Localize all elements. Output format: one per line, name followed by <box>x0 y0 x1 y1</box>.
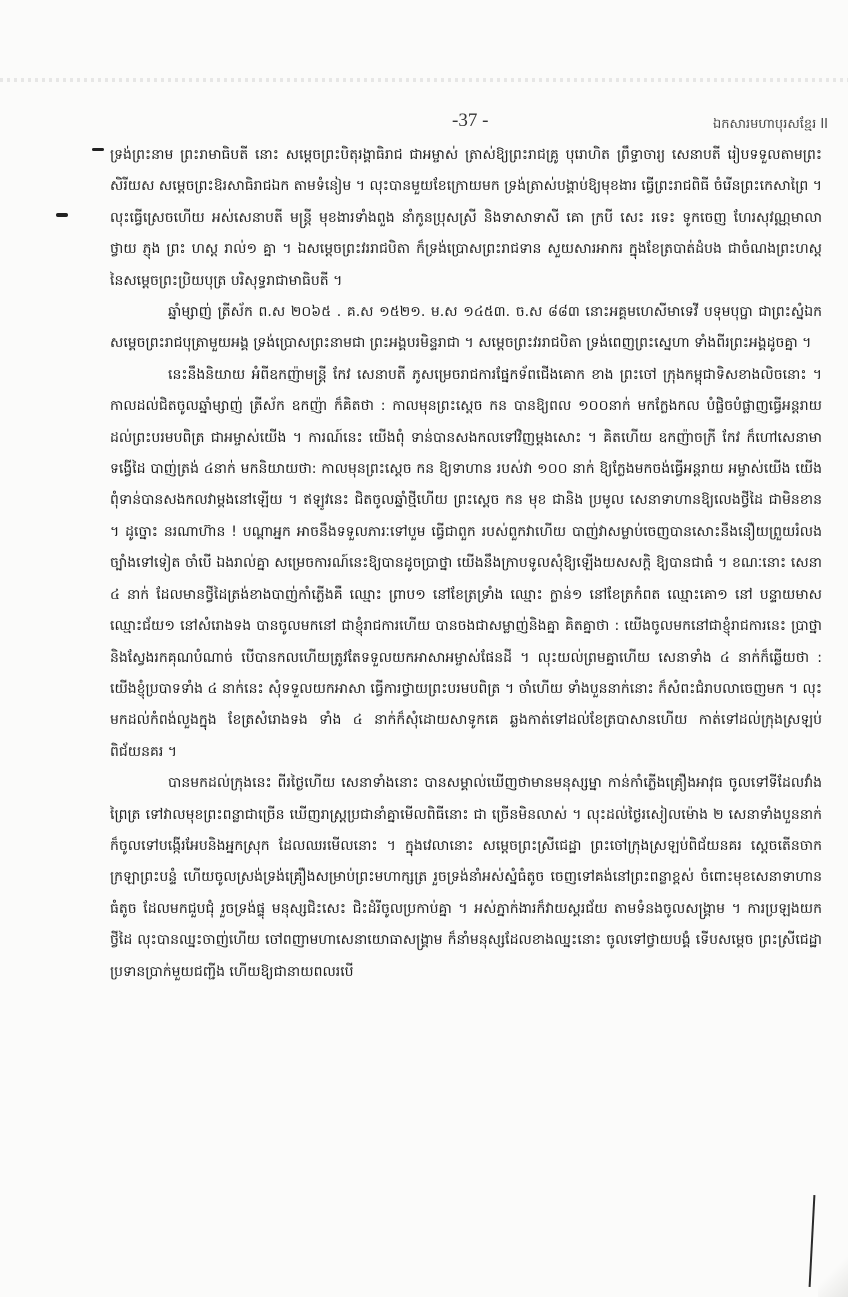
paragraph: បានមកដល់ក្រុងនេះ ពីរថ្ងៃហើយ សេនាទាំងនោះ បានសម្គាល់ឃើញថាមានមនុស្សម្នា កាន់កាំភ្លើងគ្រឿងអាវុធ ចូលទៅទីដែលវាំងព្រៃត្រ ទៅវាលមុខព្រះពន្លាជាច្រើន ឃើញរាស្ត្រប្រជានាំគ្នាមើលពិធីនោះ ជា ច្រើនមិនលាស់ ។ លុះដល់ថ្ងៃរសៀលម៉ោង ២ សេនាទាំងបួននាក់ ក៏ចូលទៅបង្កើរអែបនិងអ្នកស្រុក ដែលឈរមើលនោះ ។ ក្នុងវេលានោះ សម្តេចព្រះស្រីជេដ្ឋា ព្រះចៅក្រុងស្រឡប់ពិជ័យនគរ ស្តេចតើនចាក ក្រឡាព្រះបន្ទំ ហើយចូលស្រង់ទ្រង់គ្រឿងសម្រាប់ព្រះមហាក្សត្រ រួចទ្រង់នាំអស់ស្នំធំតូច ចេញទៅគង់នៅព្រះពន្លាខ្ពស់ ចំពោះមុខសេនាទាហានធំតូច ដែលមកជួបជុំ រួចទ្រង់ផ្ទុ មនុស្សជិះសេះ ជិះដំរីចូលប្រកាប់គ្នា ។ អស់ភ្នាក់ងារក៏វាយស្គរជ័យ តាមទំនងចូលសង្គ្រាម ។ ការប្រឡងយកថ្វីដៃ លុះបានឈ្នះចាញ់ហើយ ចៅពញាមហាសេនាយោធាសង្គ្រាម ក៏នាំមនុស្សដែលខាងឈ្នះនោះ ចូលទៅថ្វាយបង្គំ ទើបសម្តេច ព្រះស្រីជេដ្ឋា ប្រទានប្រាក់មួយជញ្ជីង ហើយឱ្យជានាយពលរបើ <box>110 775 822 980</box>
page-number: -37 - <box>452 110 489 131</box>
scan-top-edge <box>0 78 848 82</box>
paragraph: ឆ្នាំម្សាញ់ ត្រីស័ក ព.ស ២០៦៥ . គ.ស ១៥២១. ម.ស ១៤៥៣. ច.ស ៨៨៣ នោះអគ្គមហេសីមាទេវី បទុមបុប្ផា ជាព្រះស្នំឯក សម្តេចព្រះរាជបុត្រាមួយអង្គ ទ្រង់ប្រោសព្រះនាមជា ព្រះអង្គបរមិន្ទរាជា ។ សម្តេចព្រះវររាជបិតា ទ្រង់ពេញព្រះស្នេហា ទាំងពីរព្រះអង្គដូចគ្នា ។ <box>110 304 822 352</box>
running-title: ឯកសារមហាបុរសខ្មែរ II <box>713 117 828 132</box>
margin-dash-mark <box>56 213 68 217</box>
paragraph: ទ្រង់ព្រះនាម ព្រះរាមាធិបតី នោះ សម្តេចព្រះបិតុរង្គាធិរាជ ជាអម្ចាស់ ត្រាស់ឱ្យព្រះរាជគ្រូ បុរោហិត ព្រឹទ្ធាចារ្យ សេនាបតី រៀបទទួលតាមព្រះសិរីយស សម្តេចព្រះឱរសាធិរាជឯក តាមទំនៀម ។ លុះបានមួយខែក្រោយមក ទ្រង់ត្រាស់បង្គាប់ឱ្យមុខងារ ធ្វើព្រះរាជពិធី ចំរើនព្រះកេសាព្រៃ ។ លុះធ្វើស្រេចហើយ អស់សេនាបតី មន្ត្រី មុខងារទាំងពួង នាំកូនប្រុសស្រី និងទាសាទាសី គោ ក្របី សេះ រទេះ ទូកចេញ ហែរសុវណ្ណមាលា ថ្វាយ ភ្ញុង ព្រះ ហស្ត រាល់១ គ្នា ។ ឯសម្តេចព្រះវររាជបិតា ក៏ទ្រង់ប្រោសព្រះរាជទាន សួយសារអាករ ក្នុងខែត្របាត់ដំបង ជាចំណងព្រះហស្ត នៃសម្តេចព្រះប្រិយបុត្រ បរិសុទ្ធរាជាមាធិបតី ។ <box>110 147 822 289</box>
margin-dash-mark <box>92 148 104 151</box>
body-text <box>110 140 822 1280</box>
page-corner-shade <box>818 1257 848 1297</box>
paragraph: នេះនឹងនិយាយ អំពីឧកញ៉ាមន្ត្រី កែវ សេនាបតី ភូសម្រេចរាជការផ្នែកទ័ពជើងគោក ខាង ព្រះចៅ ក្រុងកម្ពុជាទិសខាងលិចនោះ ។ កាលដល់ជិតចូលឆ្នាំម្សាញ់ ត្រីស័ក ឧកញ៉ា ក៏គិតថា : កាលមុនព្រះស្តេច កន បានឱ្យពល ១០០នាក់ មកក្លែងកល បំផ្លិចបំផ្លាញធ្វើអន្តរាយ ដល់ព្រះបរមបពិត្រ ជាអម្ចាស់យើង ។ ការណ៍នេះ យើងពុំ ទាន់បានសងកលទៅវិញម្តងសោះ ។ គិតហើយ ឧកញ៉ាចក្រី កែវ ក៏ហៅសេនាមាទង្វើដៃ បាញ់ត្រង់ ៤នាក់ មកនិយាយថា: កាលមុនព្រះស្តេច កន ឱ្យទាហាន របស់វា ១០០ នាក់ ឱ្យក្លែងមកចង់ធ្វើអន្តរាយ អម្ចាស់យើង យើងពុំទាន់បានសងកលវាម្តងនៅឡើយ ។ ឥឡូវនេះ ជិតចូលឆ្នាំថ្មីហើយ ព្រះស្តេច កន មុខ ជានិង ប្រមូល សេនាទាហានឱ្យលេងថ្វីដៃ ជាមិនខាន ។ ដូច្នោះ នរណាហ៊ាន ! បណ្តាអ្នក អាចនឹងទទួលភារៈទៅបួម ធ្វើជាពួក របស់ពួកវាហើយ បាញ់វាសម្លាប់ចេញបានសោះនឹងនឿយព្រួយរំលងច្បាំងទៅទៀត ចាំបើ ឯងរាល់គ្នា សម្រេចការណ៍នេះឱ្យបានដូចប្រាថ្នា យើងនឹងក្រាបទូលសុំឱ្យឡើងយសសក្តិ ឱ្យបានជាធំ ។ ខណៈនោះ សេនា ៤ នាក់ ដែលមានថ្វីដៃត្រង់ខាងបាញ់កាំភ្លើងគឺ ឈ្មោះ ព្រាប១ នៅខែត្រទ្រាំង ឈ្មោះ ក្លាន់១ នៅខែត្រកំពត ឈ្មោះគោ១ នៅ បន្ទាយមាស ឈ្មោះជ័យ១ នៅសំរោងទង បានចូលមកនៅ ជាខ្ញុំរាជការហើយ បានចងជាសម្លាញ់និងគ្នា គិតគ្នាថា : យើងចូលមកនៅជាខ្ញុំរាជការនេះ ប្រាថ្នានិងស្វែងរកគុណបំណាច់ បើបានកលហើយត្រូវតែទទួលយកអាសាអម្ចាស់ផែនដី ។ លុះយល់ព្រមគ្នាហើយ សេនាទាំង ៤ នាក់ក៏ឆ្លើយថា : យើងខ្ញុំប្របាទទាំង ៤ នាក់នេះ សុំទទួលយកអាសា ធ្វើការថ្វាយព្រះបរមបពិត្រ ។ ចាំហើយ ទាំងបួននាក់នោះ ក៏សំពះជំរាបលាចេញមក ។ លុះមកដល់កំពង់លួងក្នុង ខែត្រសំរោងទង ទាំង ៤ នាក់ក៏សុំដោយសាទូកគេ ឆ្លងកាត់ទៅដល់ខែត្របាសានហើយ កាត់ទៅដល់ក្រុងស្រឡប់ពិជ័យនគរ ។ <box>110 366 822 760</box>
